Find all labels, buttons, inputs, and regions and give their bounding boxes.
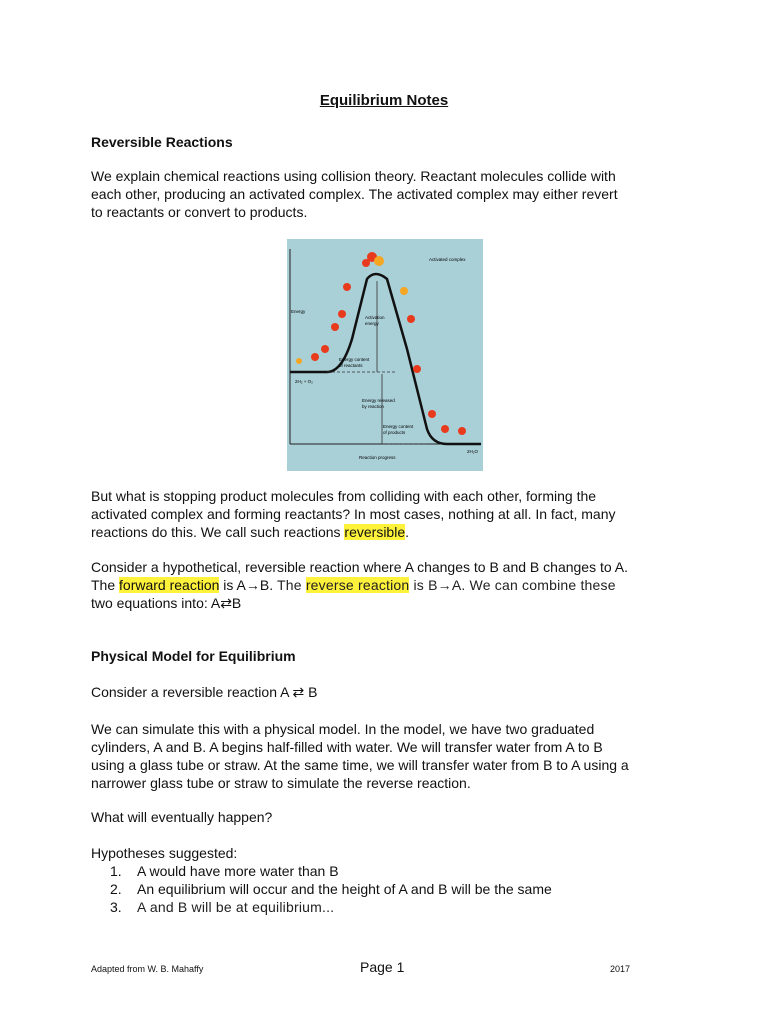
text-line: But what is stopping product molecules from colliding with each other, forming the bbox=[91, 488, 597, 504]
label-reactants: 2H₂ + O₂ bbox=[295, 379, 313, 384]
text-segment: is B→A. We can combine these bbox=[409, 577, 616, 593]
text-segment: The bbox=[91, 577, 120, 593]
text-line: narrower glass tube or straw to simulate the reverse reaction. bbox=[91, 775, 471, 791]
footer-page-number: Page 1 bbox=[360, 959, 405, 975]
text-line bbox=[91, 576, 691, 594]
paragraph-consider bbox=[91, 683, 691, 701]
label-activated-complex: Activated complex bbox=[429, 257, 466, 262]
label-progress: Reaction progress bbox=[359, 455, 396, 460]
text-line: two equations into: A⇄B bbox=[91, 595, 242, 611]
text-line: We can simulate this with a physical model. In the model, we have two graduated bbox=[91, 721, 595, 737]
list-text: A and B will be at equilibrium... bbox=[137, 899, 335, 915]
footer-year: 2017 bbox=[610, 964, 631, 974]
section-heading-physical-model: Physical Model for Equilibrium bbox=[91, 648, 296, 664]
label-released-1: Energy released bbox=[362, 398, 395, 403]
hypotheses-label bbox=[91, 844, 691, 862]
label-energy: Energy bbox=[291, 309, 306, 314]
hypotheses-list bbox=[110, 862, 552, 916]
label-activation-energy-2: energy bbox=[365, 321, 379, 326]
label-product-energy-1: Energy content bbox=[383, 424, 414, 429]
section-heading-reversible-reactions: Reversible Reactions bbox=[91, 134, 233, 150]
text-line: using a glass tube or straw. At the same time, we will transfer water from B to A using a bbox=[91, 757, 629, 773]
label-reactant-energy-2: of reactants bbox=[339, 363, 363, 368]
label-activation-energy-1: Activation bbox=[365, 315, 385, 320]
text-line: activated complex and forming reactants? In most cases, nothing at all. In fact, many bbox=[91, 506, 616, 522]
text-line: each other, producing an activated complex. The activated complex may either revert bbox=[91, 186, 618, 202]
text-line: Hypotheses suggested: bbox=[91, 845, 238, 861]
text-line: Consider a hypothetical, reversible reaction where A changes to B and B changes to A. bbox=[91, 559, 628, 575]
list-text: A would have more water than B bbox=[137, 863, 339, 879]
text-segment: reactions do this. We call such reactions bbox=[91, 524, 345, 540]
list-item bbox=[110, 862, 552, 880]
list-text: An equilibrium will occur and the height of A and B will be the same bbox=[137, 881, 552, 897]
paragraph-collision-theory bbox=[91, 167, 691, 221]
text-line bbox=[91, 523, 691, 541]
text-line: What will eventually happen? bbox=[91, 809, 273, 825]
footer-attribution: Adapted from W. B. Mahaffy bbox=[91, 964, 204, 974]
energy-diagram bbox=[287, 239, 483, 471]
highlight-reverse-reaction: reverse reaction bbox=[305, 577, 410, 593]
list-item bbox=[110, 898, 552, 916]
list-number: 1. bbox=[110, 863, 122, 879]
highlight-forward-reaction: forward reaction bbox=[119, 577, 220, 593]
label-product-energy-2: of products bbox=[383, 430, 406, 435]
text-line: Consider a reversible reaction A ⇄ B bbox=[91, 684, 318, 700]
text-segment: The bbox=[276, 577, 306, 593]
paragraph-physical-model bbox=[91, 720, 691, 792]
text-line: cylinders, A and B. A begins half-filled with water. We will transfer water from A to B bbox=[91, 739, 603, 755]
energy-diagram-figure bbox=[287, 239, 483, 471]
text-line: We explain chemical reactions using collision theory. Reactant molecules collide with bbox=[91, 168, 616, 184]
list-number: 3. bbox=[110, 899, 122, 915]
paragraph-reversible bbox=[91, 487, 691, 541]
text-line: to reactants or convert to products. bbox=[91, 204, 308, 220]
document-title: Equilibrium Notes bbox=[319, 92, 449, 109]
list-item bbox=[110, 880, 552, 898]
list-number: 2. bbox=[110, 881, 122, 897]
label-released-2: by reaction bbox=[362, 404, 385, 409]
label-products: 2H₂O bbox=[467, 449, 478, 454]
label-reactant-energy-1: Energy content bbox=[339, 357, 370, 362]
text-segment: is A→B. bbox=[219, 577, 277, 593]
text-segment: . bbox=[405, 524, 410, 540]
paragraph-question bbox=[91, 808, 691, 826]
highlight-reversible: reversible bbox=[344, 524, 406, 540]
paragraph-hypothetical-reaction bbox=[91, 558, 691, 612]
